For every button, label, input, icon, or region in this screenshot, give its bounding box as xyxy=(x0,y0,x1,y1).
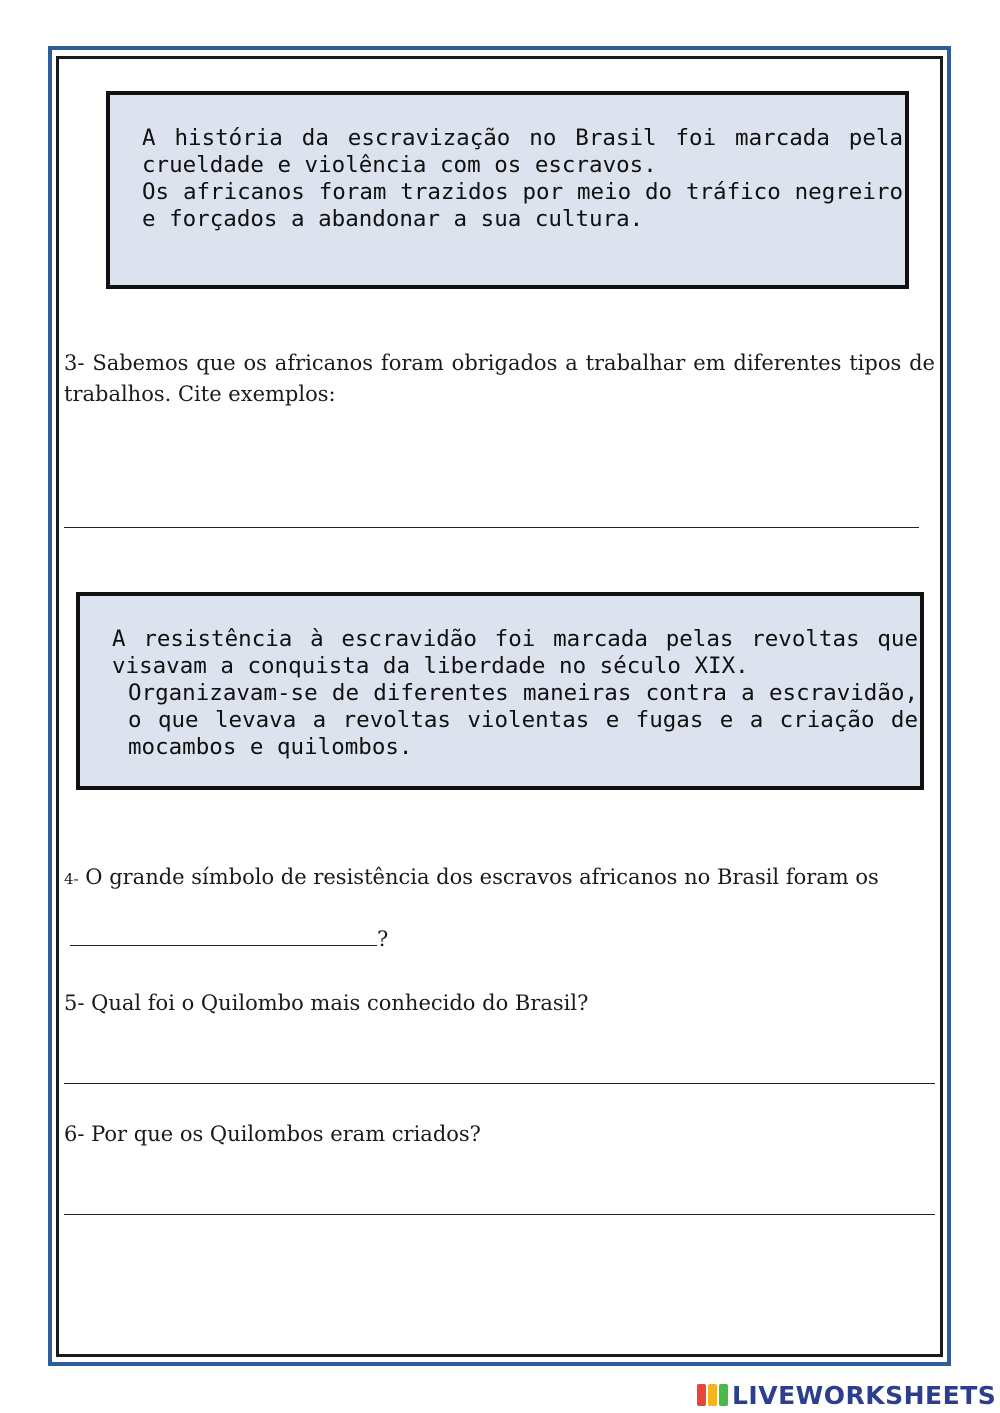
question-4-answer xyxy=(70,924,388,955)
question-mark: ? xyxy=(377,927,389,951)
info-paragraph: Organizavam-se de diferentes maneiras contra a escravidão, o que levava a revoltas violentas e fugas e a criação de mocambos e quilombos. xyxy=(128,680,918,760)
question-4-number: 4- xyxy=(64,870,79,888)
info-paragraph: A resistência à escravidão foi marcada pelas revoltas que visavam a conquista da liberdade no século XIX. xyxy=(112,626,918,679)
question-4 xyxy=(64,862,935,895)
question-4-text: O grande símbolo de resistência dos escravos africanos no Brasil foram os xyxy=(78,865,879,889)
logo-bar xyxy=(708,1384,717,1406)
info-paragraph: A história da escravização no Brasil foi marcada pela crueldade e violência com os escravos. xyxy=(142,125,903,178)
question-5: 5- Qual foi o Quilombo mais conhecido do Brasil? xyxy=(64,991,589,1015)
info-paragraph: Os africanos foram trazidos por meio do tráfico negreiro e forçados a abandonar a sua cultura. xyxy=(142,179,903,232)
question-6: 6- Por que os Quilombos eram criados? xyxy=(64,1122,481,1146)
logo-text: LIVEWORKSHEETS xyxy=(732,1380,997,1410)
answer-line-question-5[interactable] xyxy=(64,1083,935,1084)
info-box-resistencia xyxy=(76,592,924,790)
question-3: 3- Sabemos que os africanos foram obrigados a trabalhar em diferentes tipos de trabalhos. Cite exemplos: xyxy=(64,351,935,406)
answer-line-question-6[interactable] xyxy=(64,1214,935,1215)
logo-bar xyxy=(697,1384,706,1406)
answer-line-question-3[interactable] xyxy=(64,527,919,528)
logo-bar xyxy=(719,1384,728,1406)
info-box-escravizacao xyxy=(106,91,909,289)
liveworksheets-logo xyxy=(697,1378,996,1412)
answer-blank-question-4[interactable] xyxy=(70,925,377,946)
logo-mark-icon xyxy=(697,1384,728,1406)
